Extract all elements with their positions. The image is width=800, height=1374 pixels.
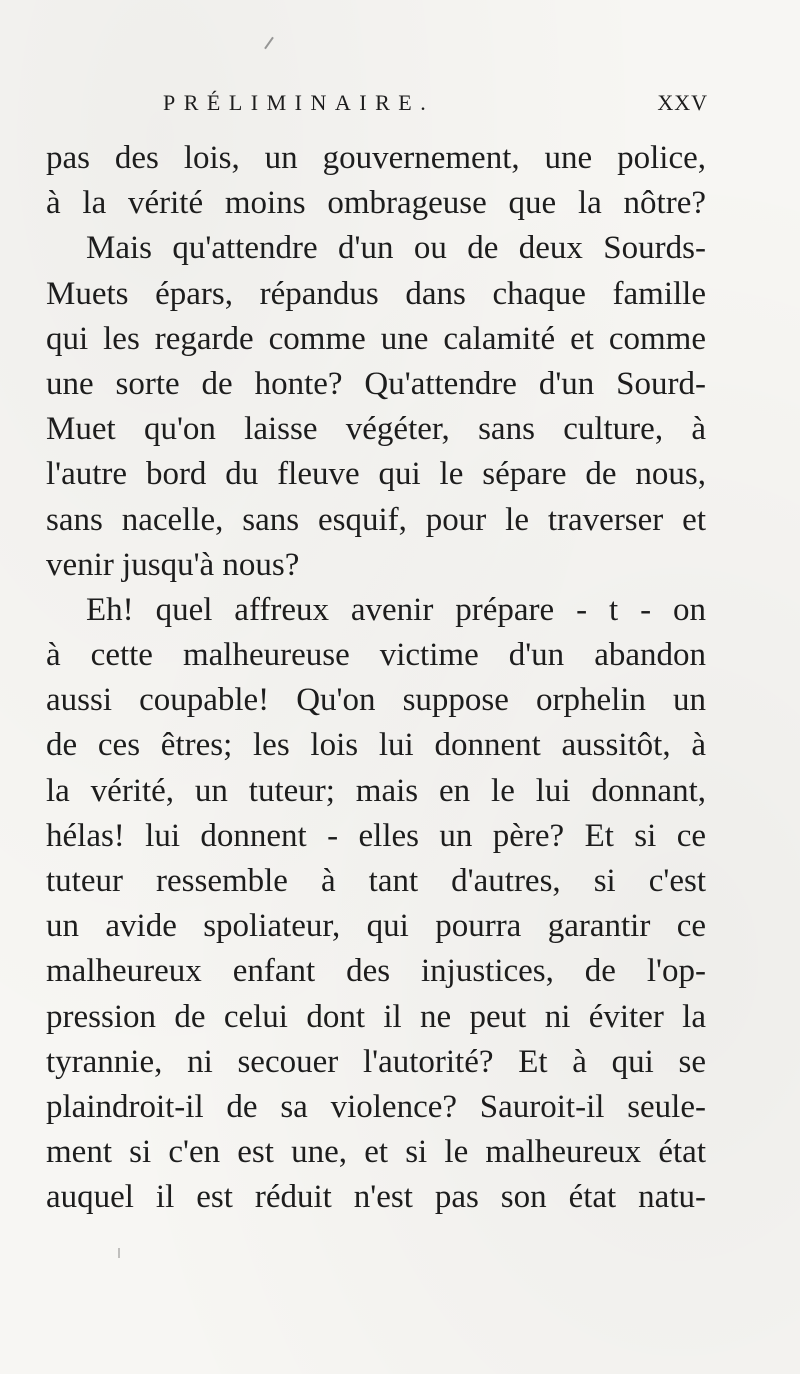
text-line: plaindroit-il de sa violence? Sauroit-il seule- <box>46 1088 706 1125</box>
text-line: tyrannie, ni secouer l'autorité? Et à qui se <box>46 1043 706 1080</box>
text-line: Mais qu'attendre d'un ou de deux Sourds- <box>86 230 706 267</box>
ink-mark <box>118 1248 120 1258</box>
text-line: malheureux enfant des injustices, de l'op- <box>46 953 706 990</box>
text-line: hélas! lui donnent - elles un père? Et si ce <box>46 817 706 854</box>
text-line: aussi coupable! Qu'on suppose orphelin un <box>46 682 706 719</box>
text-line: Eh! quel affreux avenir prépare - t - on <box>86 591 706 628</box>
text-line: Muets épars, répandus dans chaque famille <box>46 275 706 312</box>
text-line: de ces êtres; les lois lui donnent aussitôt, à <box>46 727 706 764</box>
text-block <box>46 136 706 1221</box>
text-line: ment si c'en est une, et si le malheureux état <box>46 1134 706 1171</box>
text-line: Muet qu'on laisse végéter, sans culture, à <box>46 411 706 448</box>
text-line: sans nacelle, sans esquif, pour le traverser et <box>46 501 706 538</box>
text-line: tuteur ressemble à tant d'autres, si c'est <box>46 863 706 899</box>
text-line: à la vérité moins ombrageuse que la nôtre? <box>46 185 706 222</box>
page-number: XXV <box>657 90 708 115</box>
text-line: une sorte de honte? Qu'attendre d'un Sourd- <box>46 365 706 402</box>
running-title: PRÉLIMINAIRE. <box>163 90 435 115</box>
text-line: auquel il est réduit n'est pas son état natu- <box>46 1179 706 1216</box>
text-line: un avide spoliateur, qui pourra garantir ce <box>46 908 706 945</box>
ink-mark <box>264 37 274 50</box>
text-line: pression de celui dont il ne peut ni éviter la <box>46 998 706 1035</box>
text-line: qui les regarde comme une calamité et comme <box>46 320 706 357</box>
text-line: à cette malheureuse victime d'un abandon <box>46 637 706 674</box>
text-line: venir jusqu'à nous? <box>46 546 300 583</box>
text-line: l'autre bord du fleuve qui le sépare de nous, <box>46 456 706 493</box>
running-header <box>163 88 708 118</box>
text-line: pas des lois, un gouvernement, une police, <box>46 140 706 176</box>
text-line: la vérité, un tuteur; mais en le lui donnant, <box>46 772 706 809</box>
